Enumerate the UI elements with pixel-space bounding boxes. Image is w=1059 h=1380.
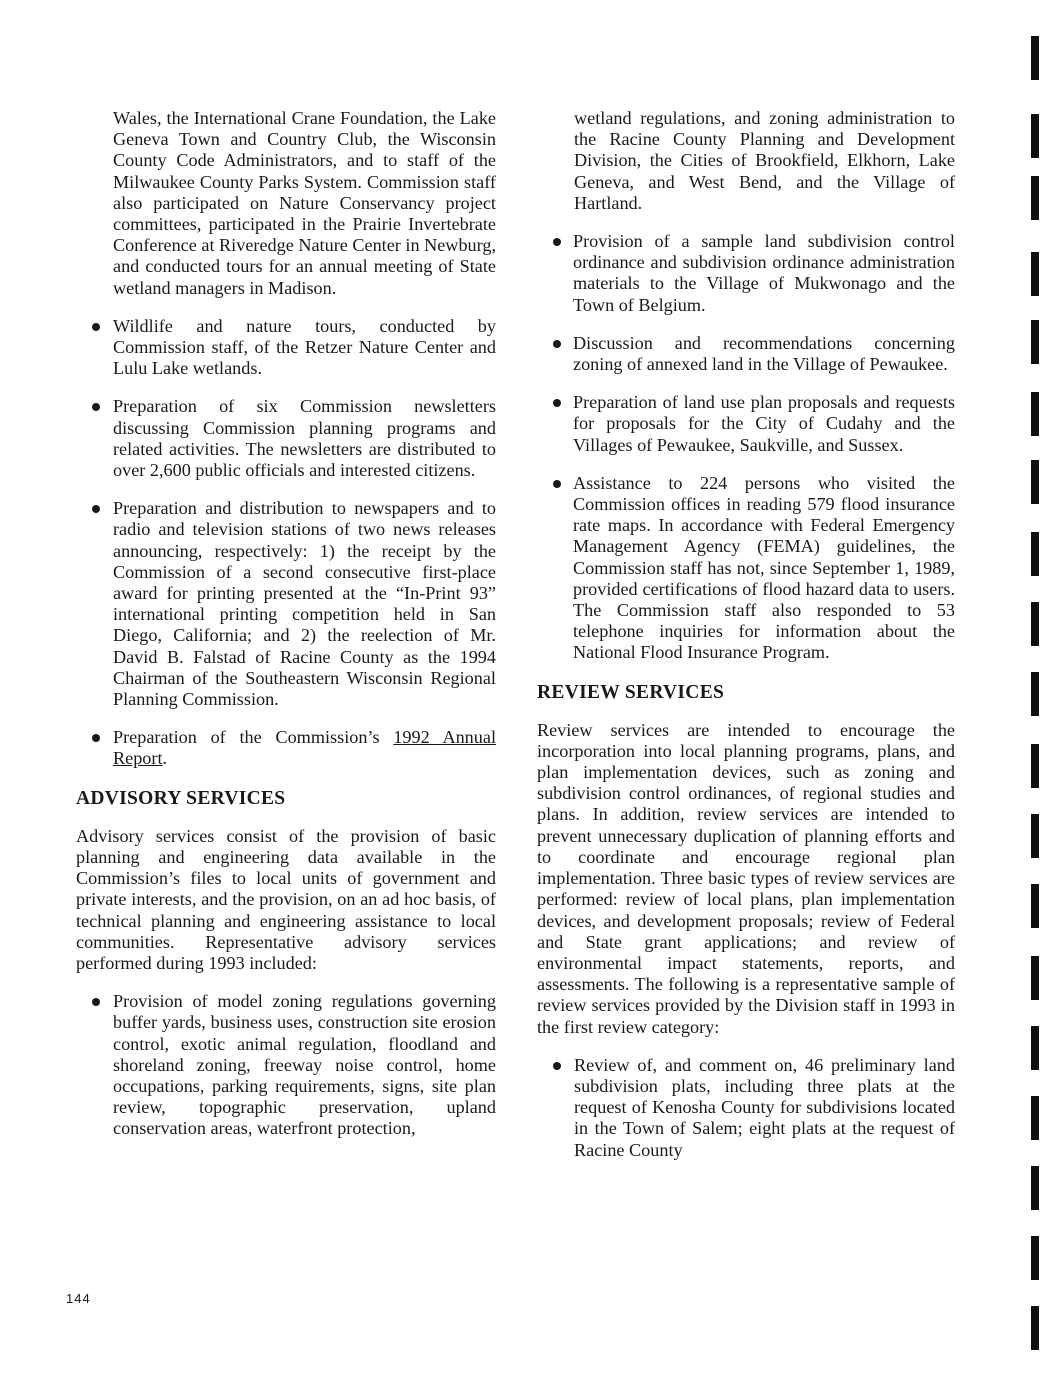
bullet-annexed-land — [537, 333, 955, 375]
bullet-dot-icon — [92, 505, 100, 513]
bullet-text: Preparation of land use plan proposals and requests for proposals for the City of Cudahy and the Villages of Pewaukee, Saukville, and Sussex. — [573, 392, 955, 455]
bullet-dot-icon — [553, 1062, 561, 1070]
bullet-text: Provision of model zoning regulations governing buffer yards, business uses, construction site erosion control, exotic animal regulation, floodland and shoreland zoning, freeway noise control, home occupations, parking requirements, signs, site plan review, topographic preservation, upland conservation areas, waterfront protection, — [113, 991, 496, 1139]
bullet-flood-maps — [537, 473, 955, 664]
bullet-text: Provision of a sample land subdivision control ordinance and subdivision ordinance administration materials to the Village of Mukwonago and the Town of Belgium. — [573, 231, 955, 315]
bullet-text: Review of, and comment on, 46 preliminary land subdivision plats, including three plats at the request of Kenosha County for subdivisions located in the Town of Salem; eight plats at the request of Racine County — [574, 1054, 955, 1160]
bullet-dot-icon — [92, 734, 100, 742]
bullet-subdivision-ordinance — [537, 231, 955, 316]
binding-holes-strip — [1031, 30, 1045, 1370]
bullet-text: Preparation and distribution to newspapers and to radio and television stations of two news releases announcing, respectively: 1) the receipt by the Commission of a second consecutive first-place award for printing presented at the “In-Print 93” international printing competition held in San Diego, California; and 2) the reelection of Mr. David B. Falstad of Racine County as the 1994 Chairman of the Southeastern Wisconsin Regional Planning Commission. — [113, 498, 496, 710]
bullet-nature-tours — [76, 316, 496, 380]
binding-mark — [1031, 176, 1039, 220]
left-continued-paragraph: Wales, the International Crane Foundation, the Lake Geneva Town and Country Club, the Wisconsin County Code Administrators, and to staff of the Milwaukee County Parks System. Commission staff also participated on Nature Conservancy project committees, participated in the Prairie Invertebrate Conference at Riveredge Nature Center in Newburg, and conducted tours for an annual meeting of State wetland managers in Madison. — [113, 108, 496, 298]
review-services-heading: REVIEW SERVICES — [537, 681, 725, 703]
review-intro-paragraph: Review services are intended to encourage the incorporation into local planning programs, plans, and plan implementation devices, such as zoning and subdivision control ordinances, of regional studies and plans. In addition, review services are intended to prevent unnecessary duplication of planning efforts and to coordinate and encourage regional plan implementation. Three basic types of review services are performed: review of local plans, plan implementation devices, and development proposals; review of Federal and State grant applications; and review of environmental impact statements, reports, and assessments. The following is a representative sample of review services provided by the Division staff in 1993 in the first review category: — [537, 719, 955, 1037]
bullet-dot-icon — [553, 399, 561, 407]
bullet-dot-icon — [553, 238, 561, 246]
binding-mark — [1031, 1306, 1039, 1350]
page-number: 144 — [66, 1291, 91, 1306]
bullet-text: Preparation of six Commission newsletters discussing Commission planning programs and related activities. The newsletters are distributed to over 2,600 public officials and interested citizens. — [113, 396, 496, 481]
bullet-land-use-plan — [537, 392, 955, 456]
binding-mark — [1031, 460, 1039, 504]
binding-mark — [1031, 884, 1039, 928]
bullet-text-suffix: . — [162, 748, 168, 769]
binding-mark — [1031, 1026, 1039, 1070]
bullet-annual-report — [76, 727, 496, 769]
bullet-text: Wildlife and nature tours, conducted by Commission staff, of the Retzer Nature Center and Lulu Lake wetlands. — [113, 315, 496, 379]
binding-mark — [1031, 1166, 1039, 1210]
binding-mark — [1031, 320, 1039, 364]
binding-mark — [1031, 36, 1039, 80]
left-column — [76, 108, 496, 1157]
advisory-intro-paragraph: Advisory services consist of the provision of basic planning and engineering data available in the Commission’s files to local units of government and private interests, and the provision, on an ad hoc basis, of technical planning and engineering assistance to local communities. Representative advisory services performed during 1993 included: — [76, 825, 496, 973]
bullet-model-zoning — [76, 991, 496, 1139]
binding-mark — [1031, 956, 1039, 1000]
right-continued-paragraph: wetland regulations, and zoning administration to the Racine County Planning and Development Division, the Cities of Brookfield, Elkhorn, Lake Geneva, and West Bend, and the Village of Hartland. — [574, 108, 955, 213]
bullet-text: Discussion and recommendations concerning zoning of annexed land in the Village of Pewaukee. — [573, 332, 955, 375]
bullet-dot-icon — [92, 403, 100, 411]
binding-mark — [1031, 392, 1039, 436]
right-column — [537, 108, 955, 1178]
bullet-text-prefix: Preparation of the Commission’s — [113, 727, 394, 748]
binding-mark — [1031, 114, 1039, 158]
binding-mark — [1031, 744, 1039, 788]
bullet-plat-review — [537, 1055, 955, 1161]
binding-mark — [1031, 814, 1039, 858]
bullet-dot-icon — [92, 998, 100, 1006]
advisory-services-heading: ADVISORY SERVICES — [76, 787, 286, 809]
binding-mark — [1031, 672, 1039, 716]
annual-report-title: 1992 Annual Report — [113, 727, 496, 769]
bullet-dot-icon — [553, 480, 561, 488]
bullet-news-releases — [76, 498, 496, 710]
binding-mark — [1031, 1096, 1039, 1140]
binding-mark — [1031, 1236, 1039, 1280]
binding-mark — [1031, 252, 1039, 296]
bullet-dot-icon — [553, 340, 561, 348]
bullet-newsletters — [76, 396, 496, 481]
bullet-dot-icon — [92, 323, 100, 331]
bullet-text: Assistance to 224 persons who visited the Commission offices in reading 579 flood insurance rate maps. In accordance with Federal Emergency Management Agency (FEMA) guidelines, the Commission staff has not, since September 1, 1989, provided certifications of flood hazard data to users. The Commission staff also responded to 53 telephone inquiries for information about the National Flood Insurance Program. — [573, 472, 955, 663]
binding-mark — [1031, 532, 1039, 576]
binding-mark — [1031, 602, 1039, 646]
